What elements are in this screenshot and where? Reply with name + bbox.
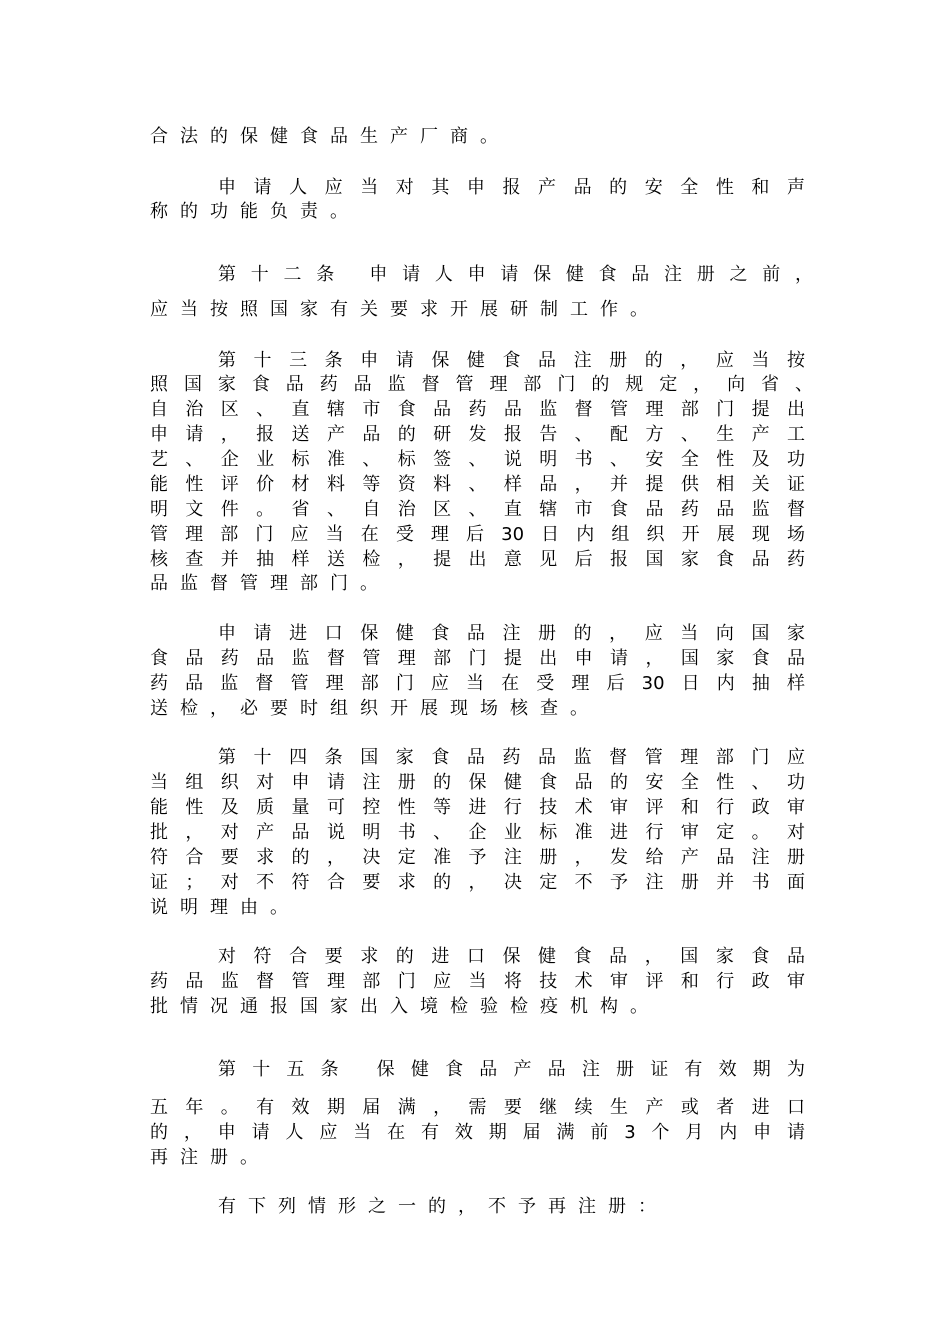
text-line: 称的功能负责。 xyxy=(150,201,360,222)
text-line: 合法的保健食品生产厂商。 xyxy=(150,126,510,147)
text-line: 申请，报送产品的研发报告、配方、生产工 xyxy=(150,424,805,445)
text-line: 送检，必要时组织开展现场核查。 xyxy=(150,698,600,719)
text-line: 核查并抽样送检，提出意见后报国家食品药 xyxy=(150,549,805,570)
text-line: 申请人应当对其申报产品的安全性和声 xyxy=(218,177,805,198)
text-line: 能性及质量可控性等进行技术审评和行政审 xyxy=(150,797,805,818)
article-12-heading: 第十二条 申请人申请保健食品注册之前， xyxy=(218,264,813,285)
article-13-heading: 第十三条申请保健食品注册的，应当按 xyxy=(218,350,805,371)
text-line: 申请进口保健食品注册的，应当向国家 xyxy=(218,623,805,644)
text-line: 品监督管理部门。 xyxy=(150,573,390,594)
text-line: 自治区、直辖市食品药品监督管理部门提出 xyxy=(150,399,805,420)
article-14-heading: 第十四条国家食品药品监督管理部门应 xyxy=(218,747,805,768)
text-line: 证；对不符合要求的，决定不予注册并书面 xyxy=(150,872,805,893)
text-line: 批情况通报国家出入境检验检疫机构。 xyxy=(150,996,660,1017)
text-line: 再注册。 xyxy=(150,1147,270,1168)
text-line: 有下列情形之一的，不予再注册： xyxy=(218,1196,668,1217)
text-line: 能性评价材料等资料、样品，并提供相关证 xyxy=(150,474,805,495)
text-line: 药品监督管理部门应当将技术审评和行政审 xyxy=(150,971,805,992)
text-line: 明文件。省、自治区、直辖市食品药品监督 xyxy=(150,499,805,520)
text-line: 对符合要求的进口保健食品，国家食品 xyxy=(218,946,805,967)
text-line: 符合要求的，决定准予注册，发给产品注册 xyxy=(150,847,805,868)
text-line: 食品药品监督管理部门提出申请，国家食品 xyxy=(150,648,805,669)
text-line: 应当按照国家有关要求开展研制工作。 xyxy=(150,299,660,320)
text-line: 药品监督管理部门应当在受理后30日内抽样 xyxy=(150,673,805,694)
text-line: 照国家食品药品监督管理部门的规定，向省、 xyxy=(150,374,813,395)
article-15-heading: 第十五条 保健食品产品注册证有效期为 xyxy=(218,1059,805,1080)
text-line: 说明理由。 xyxy=(150,897,300,918)
text-line: 五年。有效期届满，需要继续生产或者进口 xyxy=(150,1097,805,1118)
text-line: 的，申请人应当在有效期届满前3个月内申请 xyxy=(150,1122,805,1143)
text-line: 当组织对申请注册的保健食品的安全性、功 xyxy=(150,772,805,793)
text-line: 管理部门应当在受理后30日内组织开展现场 xyxy=(150,524,805,545)
text-line: 批，对产品说明书、企业标准进行审定。对 xyxy=(150,822,805,843)
text-line: 艺、企业标准、标签、说明书、安全性及功 xyxy=(150,449,805,470)
